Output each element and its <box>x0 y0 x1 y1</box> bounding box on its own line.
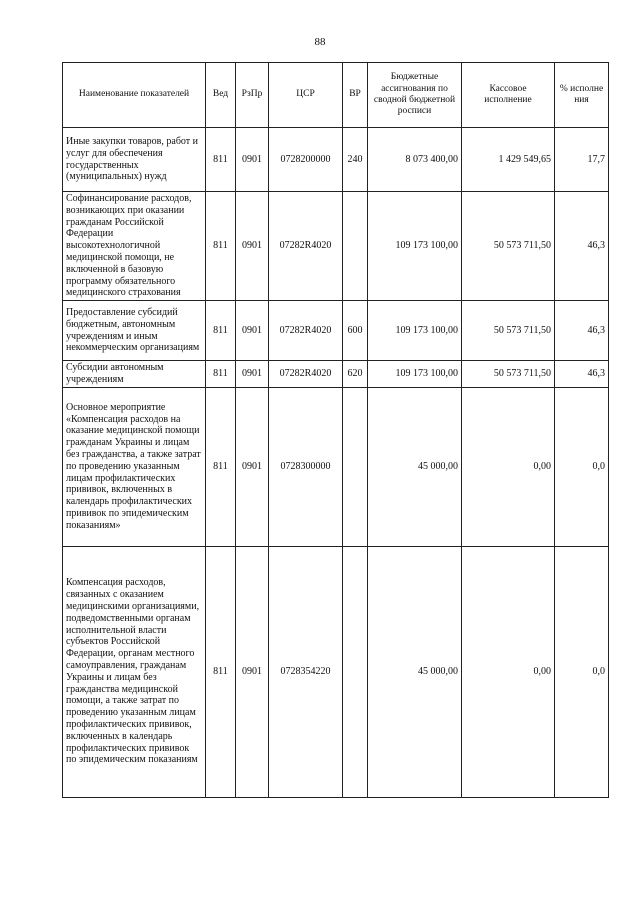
row-cash: 0,00 <box>462 546 555 797</box>
table-header-row <box>63 63 609 128</box>
row-ved: 811 <box>206 387 236 546</box>
row-percent: 0,0 <box>555 387 609 546</box>
row-vr <box>343 192 368 301</box>
row-budget: 109 173 100,00 <box>368 192 462 301</box>
row-rzpr: 0901 <box>236 128 269 192</box>
row-csr: 07282R4020 <box>269 301 343 361</box>
row-vr: 240 <box>343 128 368 192</box>
row-csr: 0728300000 <box>269 387 343 546</box>
row-vr: 620 <box>343 361 368 388</box>
row-vr: 600 <box>343 301 368 361</box>
row-ved: 811 <box>206 546 236 797</box>
row-cash: 50 573 711,50 <box>462 301 555 361</box>
header-percent: % исполне ния <box>555 63 609 128</box>
header-cash: Кассовое исполнение <box>462 63 555 128</box>
row-percent: 17,7 <box>555 128 609 192</box>
header-vr: ВР <box>343 63 368 128</box>
row-cash: 50 573 711,50 <box>462 192 555 301</box>
row-percent: 46,3 <box>555 361 609 388</box>
header-name: Наименование показателей <box>63 63 206 128</box>
header-ved: Вед <box>206 63 236 128</box>
row-name: Субсидии автономным учреждениям <box>63 361 206 388</box>
row-budget: 45 000,00 <box>368 387 462 546</box>
row-name: Основное мероприятие «Компенсация расходов на оказание медицинской помощи гражданам Украины и лицам без гражданства, а также затрат по проведению указанным лицам профилактических прививок, включенных в календарь профилактических прививок по эпидемическим показаниям» <box>63 387 206 546</box>
row-budget: 109 173 100,00 <box>368 361 462 388</box>
row-cash: 1 429 549,65 <box>462 128 555 192</box>
row-cash: 0,00 <box>462 387 555 546</box>
row-name: Компенсация расходов, связанных с оказанием медицинскими организациями, подведомственными органам исполнительной власти субъектов Российской Федерации, органам местного самоуправления, гражданам Украины и лицам без гражданства медицинской помощи, а также затрат по проведению указанным лицам профилактических прививок, включенных в календарь профилактических прививок по эпидемическим показаниям <box>63 546 206 797</box>
row-rzpr: 0901 <box>236 361 269 388</box>
header-rzpr: РзПр <box>236 63 269 128</box>
row-ved: 811 <box>206 301 236 361</box>
table-row <box>63 361 609 388</box>
row-rzpr: 0901 <box>236 192 269 301</box>
row-ved: 811 <box>206 128 236 192</box>
row-ved: 811 <box>206 192 236 301</box>
table-row <box>63 301 609 361</box>
row-rzpr: 0901 <box>236 387 269 546</box>
row-cash: 50 573 711,50 <box>462 361 555 388</box>
row-ved: 811 <box>206 361 236 388</box>
budget-execution-table <box>62 62 609 798</box>
row-name: Иные закупки товаров, работ и услуг для обеспечения государственных (муниципальных) нужд <box>63 128 206 192</box>
row-budget: 8 073 400,00 <box>368 128 462 192</box>
table-row <box>63 192 609 301</box>
header-budget: Бюджетные ассигнования по сводной бюджетной росписи <box>368 63 462 128</box>
row-budget: 109 173 100,00 <box>368 301 462 361</box>
table-row <box>63 128 609 192</box>
table-row <box>63 387 609 546</box>
row-csr: 0728354220 <box>269 546 343 797</box>
row-rzpr: 0901 <box>236 301 269 361</box>
table-row <box>63 546 609 797</box>
header-csr: ЦСР <box>269 63 343 128</box>
row-percent: 0,0 <box>555 546 609 797</box>
row-percent: 46,3 <box>555 192 609 301</box>
row-name: Софинансирование расходов, возникающих при оказании гражданам Российской Федерации высокотехнологичной медицинской помощи, не включенной в базовую программу обязательного медицинского страхования <box>63 192 206 301</box>
row-csr: 0728200000 <box>269 128 343 192</box>
page-number: 88 <box>314 36 326 48</box>
row-vr <box>343 387 368 546</box>
row-budget: 45 000,00 <box>368 546 462 797</box>
row-rzpr: 0901 <box>236 546 269 797</box>
row-percent: 46,3 <box>555 301 609 361</box>
row-name: Предоставление субсидий бюджетным, автономным учреждениям и иным некоммерческим организациям <box>63 301 206 361</box>
row-vr <box>343 546 368 797</box>
row-csr: 07282R4020 <box>269 361 343 388</box>
row-csr: 07282R4020 <box>269 192 343 301</box>
